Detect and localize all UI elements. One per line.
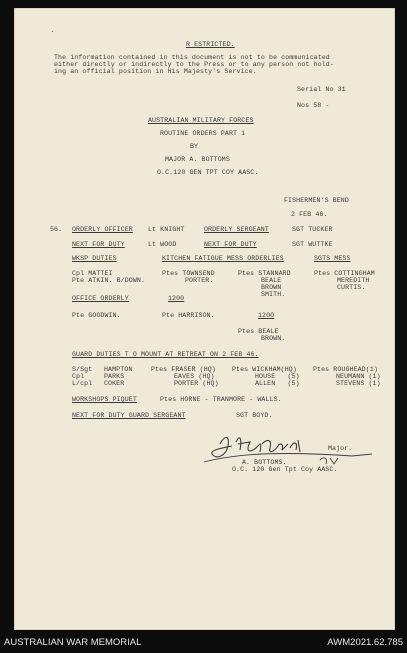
office-orderly-time: 1200 bbox=[168, 295, 185, 302]
footer-bar bbox=[0, 631, 407, 653]
orderly-sergeant-label: ORDERLY SERGEANT bbox=[204, 226, 269, 233]
workshops-piquet-label: WORKSHOPS PIQUET bbox=[72, 396, 137, 403]
extra-mess-line-1: Ptes BEALE bbox=[238, 328, 279, 335]
next-duty-sergeant-name: SGT WUTTKE bbox=[292, 241, 333, 248]
office-orderly-label: OFFICE ORDERLY bbox=[72, 295, 129, 302]
document-page bbox=[14, 8, 395, 630]
guard-group-2-line-1: Ptes WICKHAM(HQ) bbox=[232, 366, 297, 373]
kitchen-col-1-line-1: Ptes TOWNSEND bbox=[162, 270, 215, 277]
guard-group-3-line-1: Ptes ROUGHEAD(1) bbox=[313, 366, 378, 373]
guard-group-3-line-3: STEVENS (1) bbox=[336, 380, 381, 387]
signatory-unit: O.C. 120 Gen Tpt Coy AASC. bbox=[232, 466, 338, 473]
orders-title: ROUTINE ORDERS PART 1 bbox=[160, 130, 246, 137]
footer-accession-number: AWM2021.62.785 bbox=[327, 637, 403, 648]
kitchen-col-2-line-3: BROWN bbox=[261, 284, 282, 291]
next-guard-sergeant-label: NEXT FOR DUTY GUARD SERGEANT bbox=[72, 412, 186, 419]
kitchen-col-1-line-2: PORTER. bbox=[185, 277, 214, 284]
orderly-officer-label: ORDERLY OFFICER bbox=[72, 226, 133, 233]
office-orderly-name-1: Pte GOODWIN. bbox=[72, 312, 121, 319]
pen-mark: ` bbox=[50, 31, 55, 40]
guard-duties-heading: GUARD DUTIES T O MOUNT AT RETREAT ON 2 FEB 46. bbox=[72, 351, 259, 358]
warning-line-2: either directly or indirectly to the Press or to any person not hold- bbox=[54, 61, 334, 68]
guard-group-1-line-2: EAVES (HQ) bbox=[174, 373, 215, 380]
kitchen-col-2-line-2: BEALE bbox=[261, 277, 282, 284]
kitchen-col-2-line-4: SMITH. bbox=[261, 291, 286, 298]
guard-name-2: PARKS bbox=[104, 373, 125, 380]
handwritten-signature bbox=[202, 422, 392, 472]
guard-group-2-line-3: ALLEN (5) bbox=[255, 380, 300, 387]
wksp-duty-1: Cpl MATTEI bbox=[72, 270, 113, 277]
sgts-mess-heading: SGTS MESS bbox=[314, 255, 351, 262]
orderly-sergeant-name: SGT TUCKER bbox=[292, 226, 333, 233]
guard-rank-1: S/Sgt bbox=[72, 366, 93, 373]
workshops-piquet-names: Ptes HORNE - TRANMORE - WALLS. bbox=[160, 396, 282, 403]
next-duty-officer-label: NEXT FOR DUTY bbox=[72, 241, 125, 248]
orders-number: Nos 58 - bbox=[297, 102, 330, 109]
unit-name: O.C.120 GEN TPT COY AASC. bbox=[157, 169, 259, 176]
footer-source: AUSTRALIAN WAR MEMORIAL bbox=[4, 637, 142, 648]
office-orderly-name-2: Pte HARRISON. bbox=[162, 312, 215, 319]
signatory-rank: Major. bbox=[328, 445, 353, 452]
officer-name: MAJOR A. BOTTOMS bbox=[165, 156, 230, 163]
guard-name-1: HAMPTON bbox=[104, 366, 133, 373]
next-duty-sergeant-label: NEXT FOR DUTY bbox=[204, 241, 257, 248]
guard-group-2-line-2: HOUSE (5) bbox=[255, 373, 300, 380]
location: FISHERMEN'S BEND bbox=[284, 197, 349, 204]
warning-line-3: ing an official position in His Majesty's Service. bbox=[54, 68, 257, 75]
guard-name-3: COKER bbox=[104, 380, 125, 387]
sgts-mess-line-2: MEREDITH bbox=[337, 277, 370, 284]
wksp-duties-heading: WKSP DUTIES bbox=[72, 255, 117, 262]
next-duty-officer-name: Lt WOOD bbox=[148, 241, 177, 248]
orderly-officer-name: Lt KNIGHT bbox=[148, 226, 185, 233]
kitchen-col-2-line-1: Ptes STANNARD bbox=[238, 270, 291, 277]
next-guard-sergeant-name: SGT BOYD. bbox=[236, 412, 273, 419]
force-heading: AUSTRALIAN MILITARY FORCES bbox=[148, 117, 254, 124]
guard-rank-3: L/cpl bbox=[72, 380, 93, 387]
guard-group-3-line-2: NEUMANN (1) bbox=[336, 373, 381, 380]
warning-line-1: The information contained in this document is not to be communicated bbox=[54, 54, 330, 61]
guard-group-1-line-3: PORTER (HQ) bbox=[174, 380, 219, 387]
guard-group-1-line-1: Ptes FRASER (HQ) bbox=[151, 366, 216, 373]
serial-number: Serial No 31 bbox=[297, 86, 346, 93]
extra-mess-line-2: BROWN. bbox=[261, 335, 286, 342]
second-time: 1200 bbox=[258, 312, 275, 319]
signatory-name: A. BOTTOMS. bbox=[242, 459, 287, 466]
sgts-mess-line-3: CURTIS. bbox=[337, 284, 366, 291]
classification-header: R ESTRICTED. bbox=[186, 41, 235, 48]
kitchen-fatigue-heading: KITCHEN FATIGUE MESS ORDERLIES bbox=[162, 255, 284, 262]
sgts-mess-line-1: Ptes COTTINGHAM bbox=[314, 270, 375, 277]
by-line: BY bbox=[190, 143, 199, 150]
order-date: 2 FEB 46. bbox=[291, 211, 328, 218]
guard-rank-2: Cpl bbox=[72, 373, 85, 380]
item-number: 56. bbox=[50, 226, 63, 233]
wksp-duty-2: Pte ATKIN. B/DOWN. bbox=[72, 277, 146, 284]
